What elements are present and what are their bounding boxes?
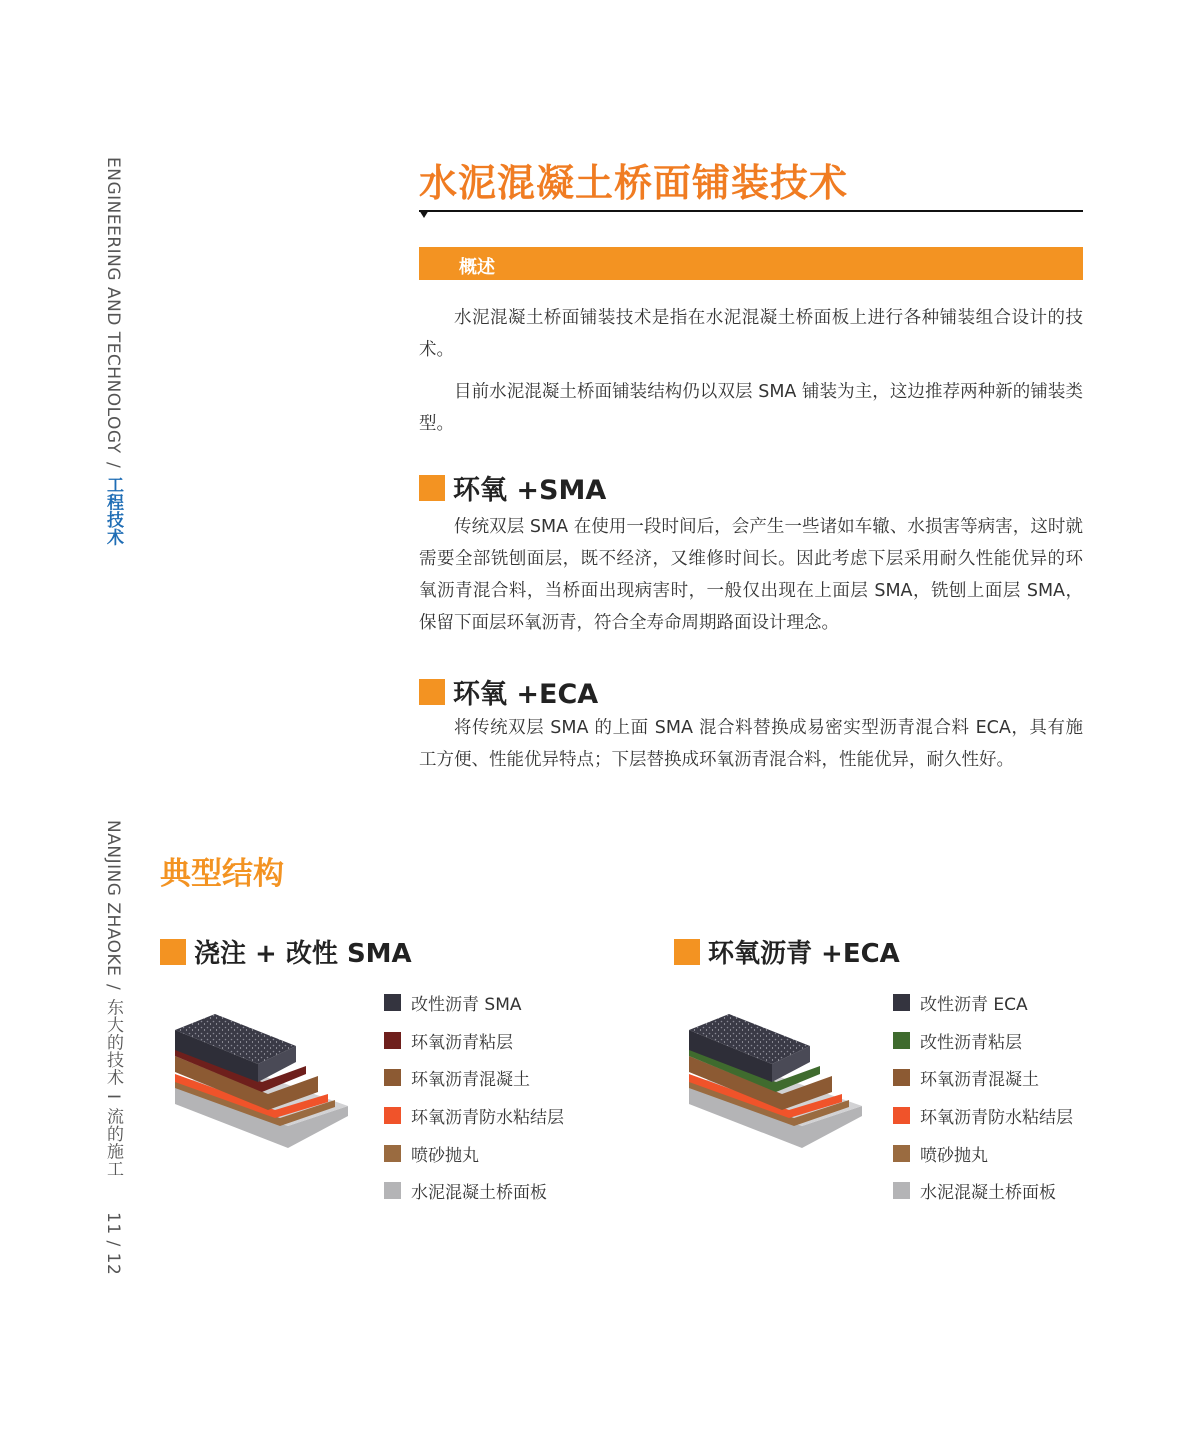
sidebar-separator: / [103,984,123,991]
title-rule [419,210,1083,212]
left-structure-heading-text: 浇注 + 改性 SMA [194,939,412,969]
legend-swatch [384,1069,401,1086]
sidebar-section-accent: 工程技术 [103,475,123,546]
right-structure-heading [674,933,900,970]
legend-label: 环氧沥青混凝土 [920,1070,1039,1091]
overview-bar [419,247,1083,280]
sidebar-separator: I [103,1094,123,1100]
right-layer-diagram [684,1008,869,1158]
heading-epoxy-eca-text: 环氧 +ECA [453,679,599,710]
legend-label: 改性沥青 ECA [920,995,1028,1016]
legend-item [893,1059,1073,1097]
legend-label: 水泥混凝土桥面板 [920,1183,1056,1204]
epoxy-sma-paragraph: 传统双层 SMA 在使用一段时间后，会产生一些诸如车辙、水损害等病害，这时就需要全部铣刨面层，既不经济，又维修时间长。因此考虑下层采用耐久性能优异的环氧沥青混合料，当桥面出现病害时，一般仅出现在上面层 SMA，铣刨上面层 SMA，保留下面层环氧沥青，符合全寿命周期路面设计理念。 [419,517,1083,633]
right-legend [893,984,1073,1210]
legend-item [893,1022,1073,1060]
legend-item [384,1134,564,1172]
legend-label: 喷砂抛丸 [411,1145,479,1166]
page-numbers: 11 / 12 [103,1211,123,1275]
heading-epoxy-sma [419,468,606,507]
right-structure-heading-text: 环氧沥青 +ECA [708,939,900,969]
legend-item [384,1097,564,1135]
legend-label: 喷砂抛丸 [920,1145,988,1166]
left-layer-diagram [170,1008,355,1158]
orange-square-icon [160,939,186,965]
sidebar-engineering-text: ENGINEERING AND TECHNOLOGY [103,157,123,454]
left-legend [384,984,564,1210]
left-structure-heading [160,933,412,970]
overview-label: 概述 [459,257,495,278]
legend-item [893,984,1073,1022]
orange-square-icon [674,939,700,965]
legend-label: 环氧沥青混凝土 [411,1070,530,1091]
sidebar-company-text: NANJING ZHAOKE [103,820,123,977]
sidebar-top-label [101,157,126,546]
legend-label: 环氧沥青防水粘结层 [411,1108,564,1129]
legend-label: 环氧沥青防水粘结层 [920,1108,1073,1129]
legend-item [384,984,564,1022]
orange-square-icon [419,475,445,501]
legend-item [384,1172,564,1210]
page-title: 水泥混凝土桥面铺装技术 [419,161,849,205]
legend-swatch [384,1145,401,1162]
sidebar-separator: / [103,461,123,468]
heading-epoxy-sma-text: 环氧 +SMA [453,475,607,506]
legend-item [893,1097,1073,1135]
legend-item [384,1022,564,1060]
legend-label: 改性沥青粘层 [920,1032,1022,1053]
legend-swatch [384,994,401,1011]
legend-swatch [893,1107,910,1124]
sidebar-bottom-label [101,820,126,1275]
rule-marker-icon [419,210,429,218]
legend-swatch [893,1069,910,1086]
legend-swatch [893,994,910,1011]
intro-paragraph-2: 目前水泥混凝土桥面铺装结构仍以双层 SMA 铺装为主，这边推荐两种新的铺装类型。 [419,382,1083,434]
legend-swatch [384,1107,401,1124]
sidebar-slogan-1: 东大的技术 [103,998,123,1087]
legend-swatch [384,1032,401,1049]
legend-swatch [893,1182,910,1199]
legend-label: 水泥混凝土桥面板 [411,1183,547,1204]
heading-epoxy-eca [419,672,598,711]
legend-item [893,1172,1073,1210]
orange-square-icon [419,679,445,705]
legend-swatch [893,1032,910,1049]
typical-structure-title: 典型结构 [160,856,284,892]
sidebar-slogan-2: 流的施工 [103,1107,123,1178]
legend-swatch [384,1182,401,1199]
epoxy-eca-paragraph: 将传统双层 SMA 的上面 SMA 混合料替换成易密实型沥青混合料 ECA，具有施工方便、性能优异特点；下层替换成环氧沥青混合料，性能优异，耐久性好。 [419,718,1083,770]
legend-item [384,1059,564,1097]
legend-swatch [893,1145,910,1162]
intro-paragraph-1: 水泥混凝土桥面铺装技术是指在水泥混凝土桥面板上进行各种铺装组合设计的技术。 [419,308,1083,360]
legend-label: 环氧沥青粘层 [411,1032,513,1053]
legend-label: 改性沥青 SMA [411,995,522,1016]
legend-item [893,1134,1073,1172]
